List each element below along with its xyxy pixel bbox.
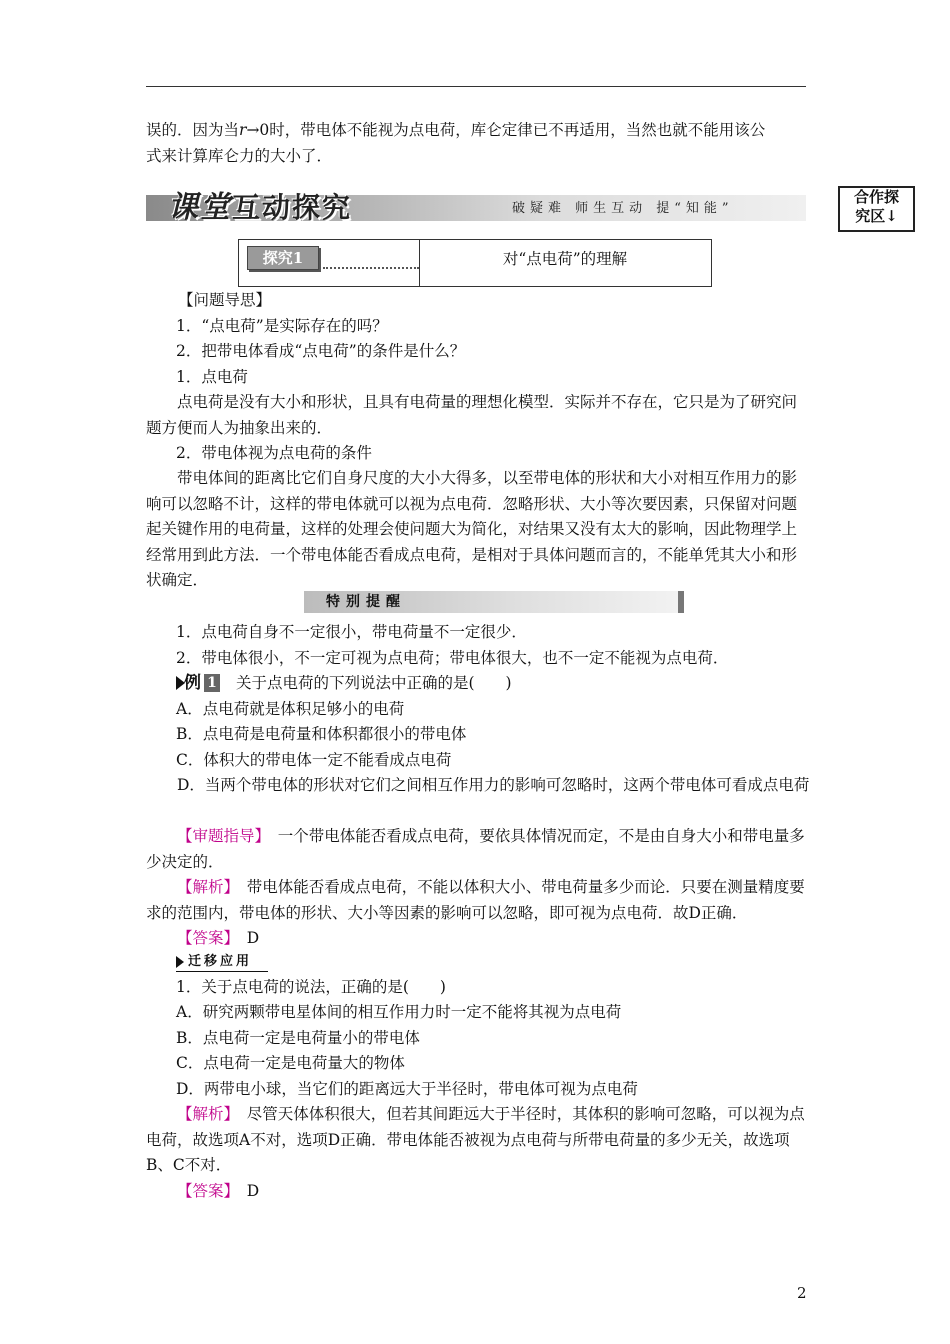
coop-zone-link[interactable] bbox=[838, 186, 915, 232]
explore-title: 对“点电荷”的理解 bbox=[502, 250, 628, 268]
example-word: 例 bbox=[184, 673, 201, 693]
section2-body: 带电体间的距离比它们自身尺度的大小大得多，以至带电体的形状和大小对相互作用力的影响可以忽略不计，这样的带电体就可以视为点电荷．忽略形状、大小等次要因素，只保留对问题起关键作用的电荷量，这样的处理会使问题大为简化，对结果又没有太大的影响，因此物理学上经常用到此方法．一个带电体能否看成点电荷，是相对于具体问题而言的，不能单凭其大小和形状确定． bbox=[146, 469, 798, 589]
triangle-icon bbox=[176, 956, 184, 968]
guide-text: 一个带电体能否看成点电荷，要依具体情况而定，不是由自身大小和带电量多少决定的． bbox=[146, 827, 805, 871]
transfer-label: 迁移应用 bbox=[188, 954, 253, 969]
example-analysis bbox=[146, 875, 810, 926]
coop-line-2: 究区↓ bbox=[855, 207, 898, 225]
dotted-leader bbox=[323, 267, 419, 269]
answer-text: D bbox=[231, 929, 260, 947]
example-answer bbox=[146, 926, 810, 952]
guide-q2: 2．把带电体看成“点电荷”的条件是什么？ bbox=[176, 342, 466, 360]
example-option-c: C．体积大的带电体一定不能看成点电荷 bbox=[176, 751, 452, 769]
intro-line-2: 式来计算库仑力的大小了． bbox=[146, 147, 333, 165]
note-2: 2．带电体很小，不一定可视为点电荷；带电体很大，也不一定不能视为点电荷． bbox=[176, 649, 729, 667]
header-rule bbox=[146, 86, 806, 87]
intro-line-1: 误的．因为当r→0时，带电体不能视为点电荷，库仑定律已不再适用，当然也就不能用该公 bbox=[146, 121, 766, 139]
example-tag bbox=[176, 672, 230, 694]
guide-q1: 1．“点电荷”是实际存在的吗？ bbox=[176, 317, 388, 335]
example-question: 关于点电荷的下列说法中正确的是( ) bbox=[236, 674, 512, 692]
transfer-option-a: A．研究两颗带电星体间的相互作用力时一定不能将其视为点电荷 bbox=[176, 1003, 622, 1021]
transfer-answer bbox=[146, 1179, 810, 1205]
example-option-a: A．点电荷就是体积足够小的电荷 bbox=[176, 700, 405, 718]
answer-label: 【答案】 bbox=[177, 929, 232, 947]
transfer-analysis bbox=[146, 1102, 810, 1179]
analysis-text: 尽管天体体积很大，但若其间距远大于半径时，其体积的影响可忽略，可以视为点电荷，故选项A不对，选项D正确．带电体能否被视为点电荷与所带电荷量的多少无关，故选项B、C不对． bbox=[146, 1105, 805, 1174]
guide-label: 【审题指导】 bbox=[177, 827, 263, 845]
banner-subtitle: 破疑难 师生互动 提“知能” bbox=[512, 201, 734, 216]
example-option-d: D．当两个带电体的形状对它们之间相互作用力的影响可忽略时，这两个带电体可看成点电荷 bbox=[177, 776, 810, 794]
example-number: 1 bbox=[204, 674, 220, 692]
explore-tag: 探究1 bbox=[247, 246, 319, 270]
analysis-label: 【解析】 bbox=[177, 878, 232, 896]
banner-title: 课堂互动探究 bbox=[168, 190, 353, 225]
transfer-option-d: D．两带电小球，当它们的距离远大于半径时，带电体可视为点电荷 bbox=[176, 1080, 638, 1098]
analysis-label: 【解析】 bbox=[177, 1105, 232, 1123]
answer-label: 【答案】 bbox=[177, 1182, 232, 1200]
coop-line-1: 合作探 bbox=[853, 188, 899, 206]
special-note-label: 特别提醒 bbox=[326, 594, 406, 610]
guide-heading: 【问题导思】 bbox=[178, 291, 272, 309]
example-guide bbox=[146, 824, 810, 875]
page-number: 2 bbox=[797, 1284, 807, 1302]
section-banner bbox=[146, 191, 806, 225]
transfer-option-c: C．点电荷一定是电荷量大的物体 bbox=[176, 1054, 405, 1072]
note-1: 1．点电荷自身不一定很小，带电荷量不一定很少． bbox=[176, 623, 527, 641]
transfer-tag bbox=[176, 953, 268, 972]
transfer-option-b: B．点电荷一定是电荷量小的带电体 bbox=[176, 1029, 420, 1047]
section1-title: 1．点电荷 bbox=[176, 368, 248, 386]
example-option-b: B．点电荷是电荷量和体积都很小的带电体 bbox=[176, 725, 467, 743]
answer-text: D bbox=[231, 1182, 260, 1200]
transfer-question: 1．关于点电荷的说法，正确的是( ) bbox=[176, 978, 446, 996]
explore-box bbox=[238, 239, 712, 287]
section2-title: 2．带电体视为点电荷的条件 bbox=[176, 444, 372, 462]
section1-body: 点电荷是没有大小和形状，且具有电荷量的理想化模型．实际并不存在，它只是为了研究问题方便而人为抽象出来的． bbox=[146, 393, 798, 437]
analysis-text: 带电体能否看成点电荷，不能以体积大小、带电荷量多少而论．只要在测量精度要求的范围内，带电体的形状、大小等因素的影响可以忽略，即可视为点电荷．故D正确． bbox=[146, 878, 805, 922]
special-note-bar bbox=[304, 591, 684, 613]
